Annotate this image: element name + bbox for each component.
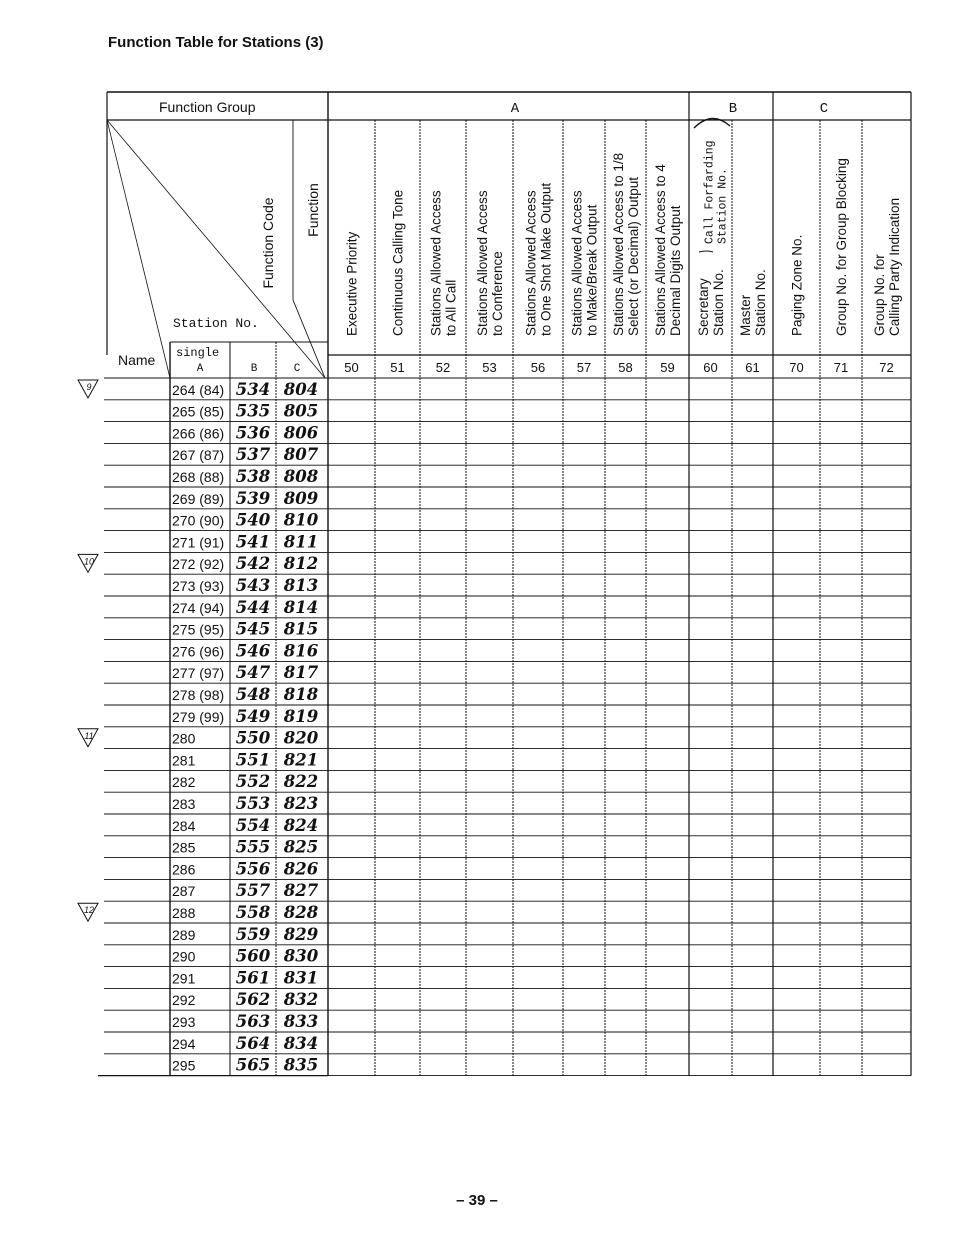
station-c-value: 811: [283, 532, 319, 552]
station-c-value: 813: [283, 576, 319, 595]
corner-diagonal: [107, 120, 325, 378]
station-b-value: 545: [235, 619, 271, 639]
function-name: to Conference: [490, 251, 505, 336]
station-a-value: 291: [172, 970, 196, 987]
station-c-value: 812: [283, 554, 319, 574]
station-a-value: 279 (99): [172, 708, 225, 725]
station-c-value: 805: [283, 401, 319, 421]
station-no-label: Station No.: [173, 316, 259, 331]
station-c-value: 809: [283, 488, 319, 508]
function-name: Stations Allowed Access: [523, 190, 539, 336]
page-title: Function Table for Stations (3): [108, 34, 324, 51]
station-a-value: 274 (94): [172, 599, 225, 616]
station-a-value: 286: [172, 861, 196, 878]
call-forwarding-note: Call Forfarding: [703, 140, 717, 244]
station-b-value: 540: [235, 510, 271, 530]
station-a-value: 276 (96): [172, 643, 225, 660]
function-code-value: 61: [745, 360, 760, 375]
function-code-value: 58: [618, 360, 633, 375]
station-b-value: 542: [235, 554, 271, 574]
station-a-value: 280: [172, 730, 196, 747]
name-label: Name: [118, 352, 156, 368]
single-label: single: [176, 346, 220, 360]
station-c-value: 808: [283, 467, 319, 486]
function-name: Executive Priority: [344, 231, 360, 336]
station-b-value: 563: [235, 1012, 271, 1031]
station-b-value: 535: [235, 401, 271, 421]
function-name: Station No.: [753, 269, 768, 336]
station-c-value: 834: [283, 1033, 319, 1053]
station-a-value: 273 (93): [172, 578, 225, 594]
function-name: Stations Allowed Access to 4: [653, 164, 668, 336]
station-c-value: 807: [283, 445, 319, 465]
station-c-value: 824: [283, 815, 319, 835]
station-c-value: 814: [283, 597, 319, 617]
station-a-value: 268 (88): [172, 469, 225, 485]
function-group-label: Function Group: [159, 99, 256, 115]
function-label: Function: [305, 183, 321, 237]
station-c-value: 828: [283, 903, 319, 922]
corner-diagonal-left: [107, 120, 170, 378]
group-label-a: A: [510, 101, 520, 117]
station-a-value: 272 (92): [172, 556, 225, 573]
function-name: Secretary: [696, 278, 711, 336]
function-name: Stations Allowed Access: [569, 190, 585, 336]
section-marker-number: 11: [84, 730, 94, 741]
station-c-value: 810: [283, 510, 319, 530]
station-b-value: 565: [235, 1055, 271, 1075]
station-b-value: 554: [235, 815, 271, 835]
station-c-value: 829: [283, 924, 319, 944]
function-name: Paging Zone No.: [789, 234, 805, 336]
station-a-value: 284: [172, 817, 196, 834]
function-name: Select (or Decimal) Output: [626, 176, 641, 336]
function-name: to All Call: [443, 279, 459, 336]
function-name: Calling Party Indication: [887, 197, 902, 336]
station-b-value: 550: [235, 728, 271, 748]
function-name: Stations Allowed Access: [475, 190, 490, 336]
function-code-value: 70: [789, 360, 804, 375]
station-b-value: 560: [235, 946, 271, 966]
station-c-value: 818: [283, 685, 319, 704]
station-b-value: 538: [235, 467, 271, 486]
station-b-value: 553: [235, 794, 271, 813]
station-a-value: 283: [172, 796, 196, 812]
function-code-value: 57: [576, 360, 592, 375]
function-code-value: 59: [660, 360, 675, 375]
station-a-value: 285: [172, 839, 196, 856]
station-b-value: 539: [235, 488, 271, 508]
station-b-value: 552: [235, 772, 271, 792]
station-a-value: 287: [172, 883, 196, 900]
function-name: Stations Allowed Access to 1/8: [611, 152, 626, 336]
page-number: – 39 –: [456, 1192, 498, 1209]
call-forwarding-note: Station No.: [716, 168, 730, 244]
station-c-value: 826: [283, 859, 319, 879]
group-label-b: B: [728, 101, 738, 117]
station-b-value: 564: [235, 1033, 271, 1053]
station-b-value: 537: [235, 445, 271, 465]
station-a-value: 278 (98): [172, 687, 225, 703]
station-c-value: 831: [283, 968, 319, 988]
station-c-value: 832: [283, 990, 319, 1010]
station-c-value: 815: [283, 619, 319, 639]
station-b-value: 534: [235, 379, 271, 399]
station-b-value: 541: [235, 532, 271, 552]
station-c-value: 825: [283, 837, 319, 857]
function-code-label: Function Code: [260, 197, 276, 289]
station-b-value: 547: [235, 663, 271, 683]
station-a-value: 292: [172, 992, 196, 1009]
sub-header-a: A: [196, 363, 204, 375]
section-marker-number: 10: [83, 556, 95, 567]
station-c-value: 820: [283, 728, 319, 748]
station-b-value: 555: [235, 837, 271, 857]
station-a-value: 282: [172, 774, 196, 791]
function-code-value: 71: [833, 360, 849, 375]
station-a-value: 264 (84): [172, 381, 225, 398]
section-marker-number: 9: [86, 382, 92, 392]
station-c-value: 817: [283, 663, 319, 683]
function-code-value: 52: [435, 360, 451, 375]
station-c-value: 835: [283, 1055, 319, 1075]
function-name: Station No.: [711, 269, 726, 336]
station-b-value: 549: [235, 706, 271, 726]
station-c-value: 806: [283, 423, 319, 443]
function-name: Group No. for: [872, 254, 887, 336]
station-a-value: 266 (86): [172, 425, 225, 442]
station-b-value: 546: [235, 641, 271, 661]
station-b-value: 559: [235, 924, 271, 944]
station-a-value: 270 (90): [172, 512, 225, 529]
station-a-value: 294: [172, 1035, 196, 1052]
station-a-value: 293: [172, 1014, 196, 1030]
station-a-value: 290: [172, 948, 196, 965]
station-a-value: 281: [172, 752, 196, 769]
station-c-value: 816: [283, 641, 319, 661]
station-c-value: 827: [283, 881, 319, 901]
station-a-value: 289: [172, 926, 196, 943]
station-c-value: 830: [283, 946, 319, 966]
function-code-value: 53: [482, 360, 497, 375]
station-c-value: 822: [283, 772, 319, 792]
function-name: to One Shot Make Output: [538, 182, 554, 336]
function-code-value: 56: [530, 360, 546, 375]
function-name: Continuous Calling Tone: [390, 189, 406, 336]
section-markers: [78, 380, 98, 921]
annotation-bracket: [699, 251, 713, 252]
function-name: Group No. for Group Blocking: [834, 158, 849, 336]
group-label-c: C: [819, 101, 829, 117]
station-b-value: 562: [235, 990, 271, 1010]
function-name: Stations Allowed Access: [428, 190, 444, 336]
sub-header-c: C: [293, 363, 301, 375]
function-code-value: 72: [879, 360, 894, 375]
sub-header-b: B: [250, 363, 258, 375]
station-c-value: 804: [283, 379, 319, 399]
function-code-value: 51: [390, 360, 405, 375]
station-a-value: 269 (89): [172, 490, 225, 507]
station-a-value: 271 (91): [172, 534, 225, 551]
station-a-value: 277 (97): [172, 665, 225, 682]
station-a-value: 267 (87): [172, 447, 225, 464]
function-name: Master: [738, 294, 753, 336]
station-a-value: 288: [172, 905, 196, 921]
station-c-value: 823: [283, 794, 319, 813]
station-b-value: 536: [235, 423, 271, 443]
station-b-value: 544: [235, 597, 271, 617]
station-c-value: 833: [283, 1012, 319, 1031]
section-marker-number: 12: [83, 905, 95, 916]
table-header-labels: [118, 99, 902, 375]
station-b-value: 556: [235, 859, 271, 879]
station-b-value: 558: [235, 903, 271, 922]
station-b-value: 561: [235, 968, 271, 988]
station-b-value: 543: [235, 576, 271, 595]
function-name: to Make/Break Output: [584, 204, 600, 336]
station-b-value: 551: [235, 750, 271, 770]
station-a-value: 275 (95): [172, 621, 225, 638]
station-b-value: 548: [235, 685, 271, 704]
station-b-value: 557: [235, 881, 271, 901]
station-a-value: 265 (85): [172, 403, 225, 420]
station-a-value: 295: [172, 1057, 196, 1074]
function-code-value: 60: [703, 360, 718, 375]
station-c-value: 821: [283, 750, 319, 770]
function-code-value: 50: [344, 360, 359, 375]
station-c-value: 819: [283, 706, 319, 726]
function-name: Decimal Digits Output: [668, 205, 683, 336]
